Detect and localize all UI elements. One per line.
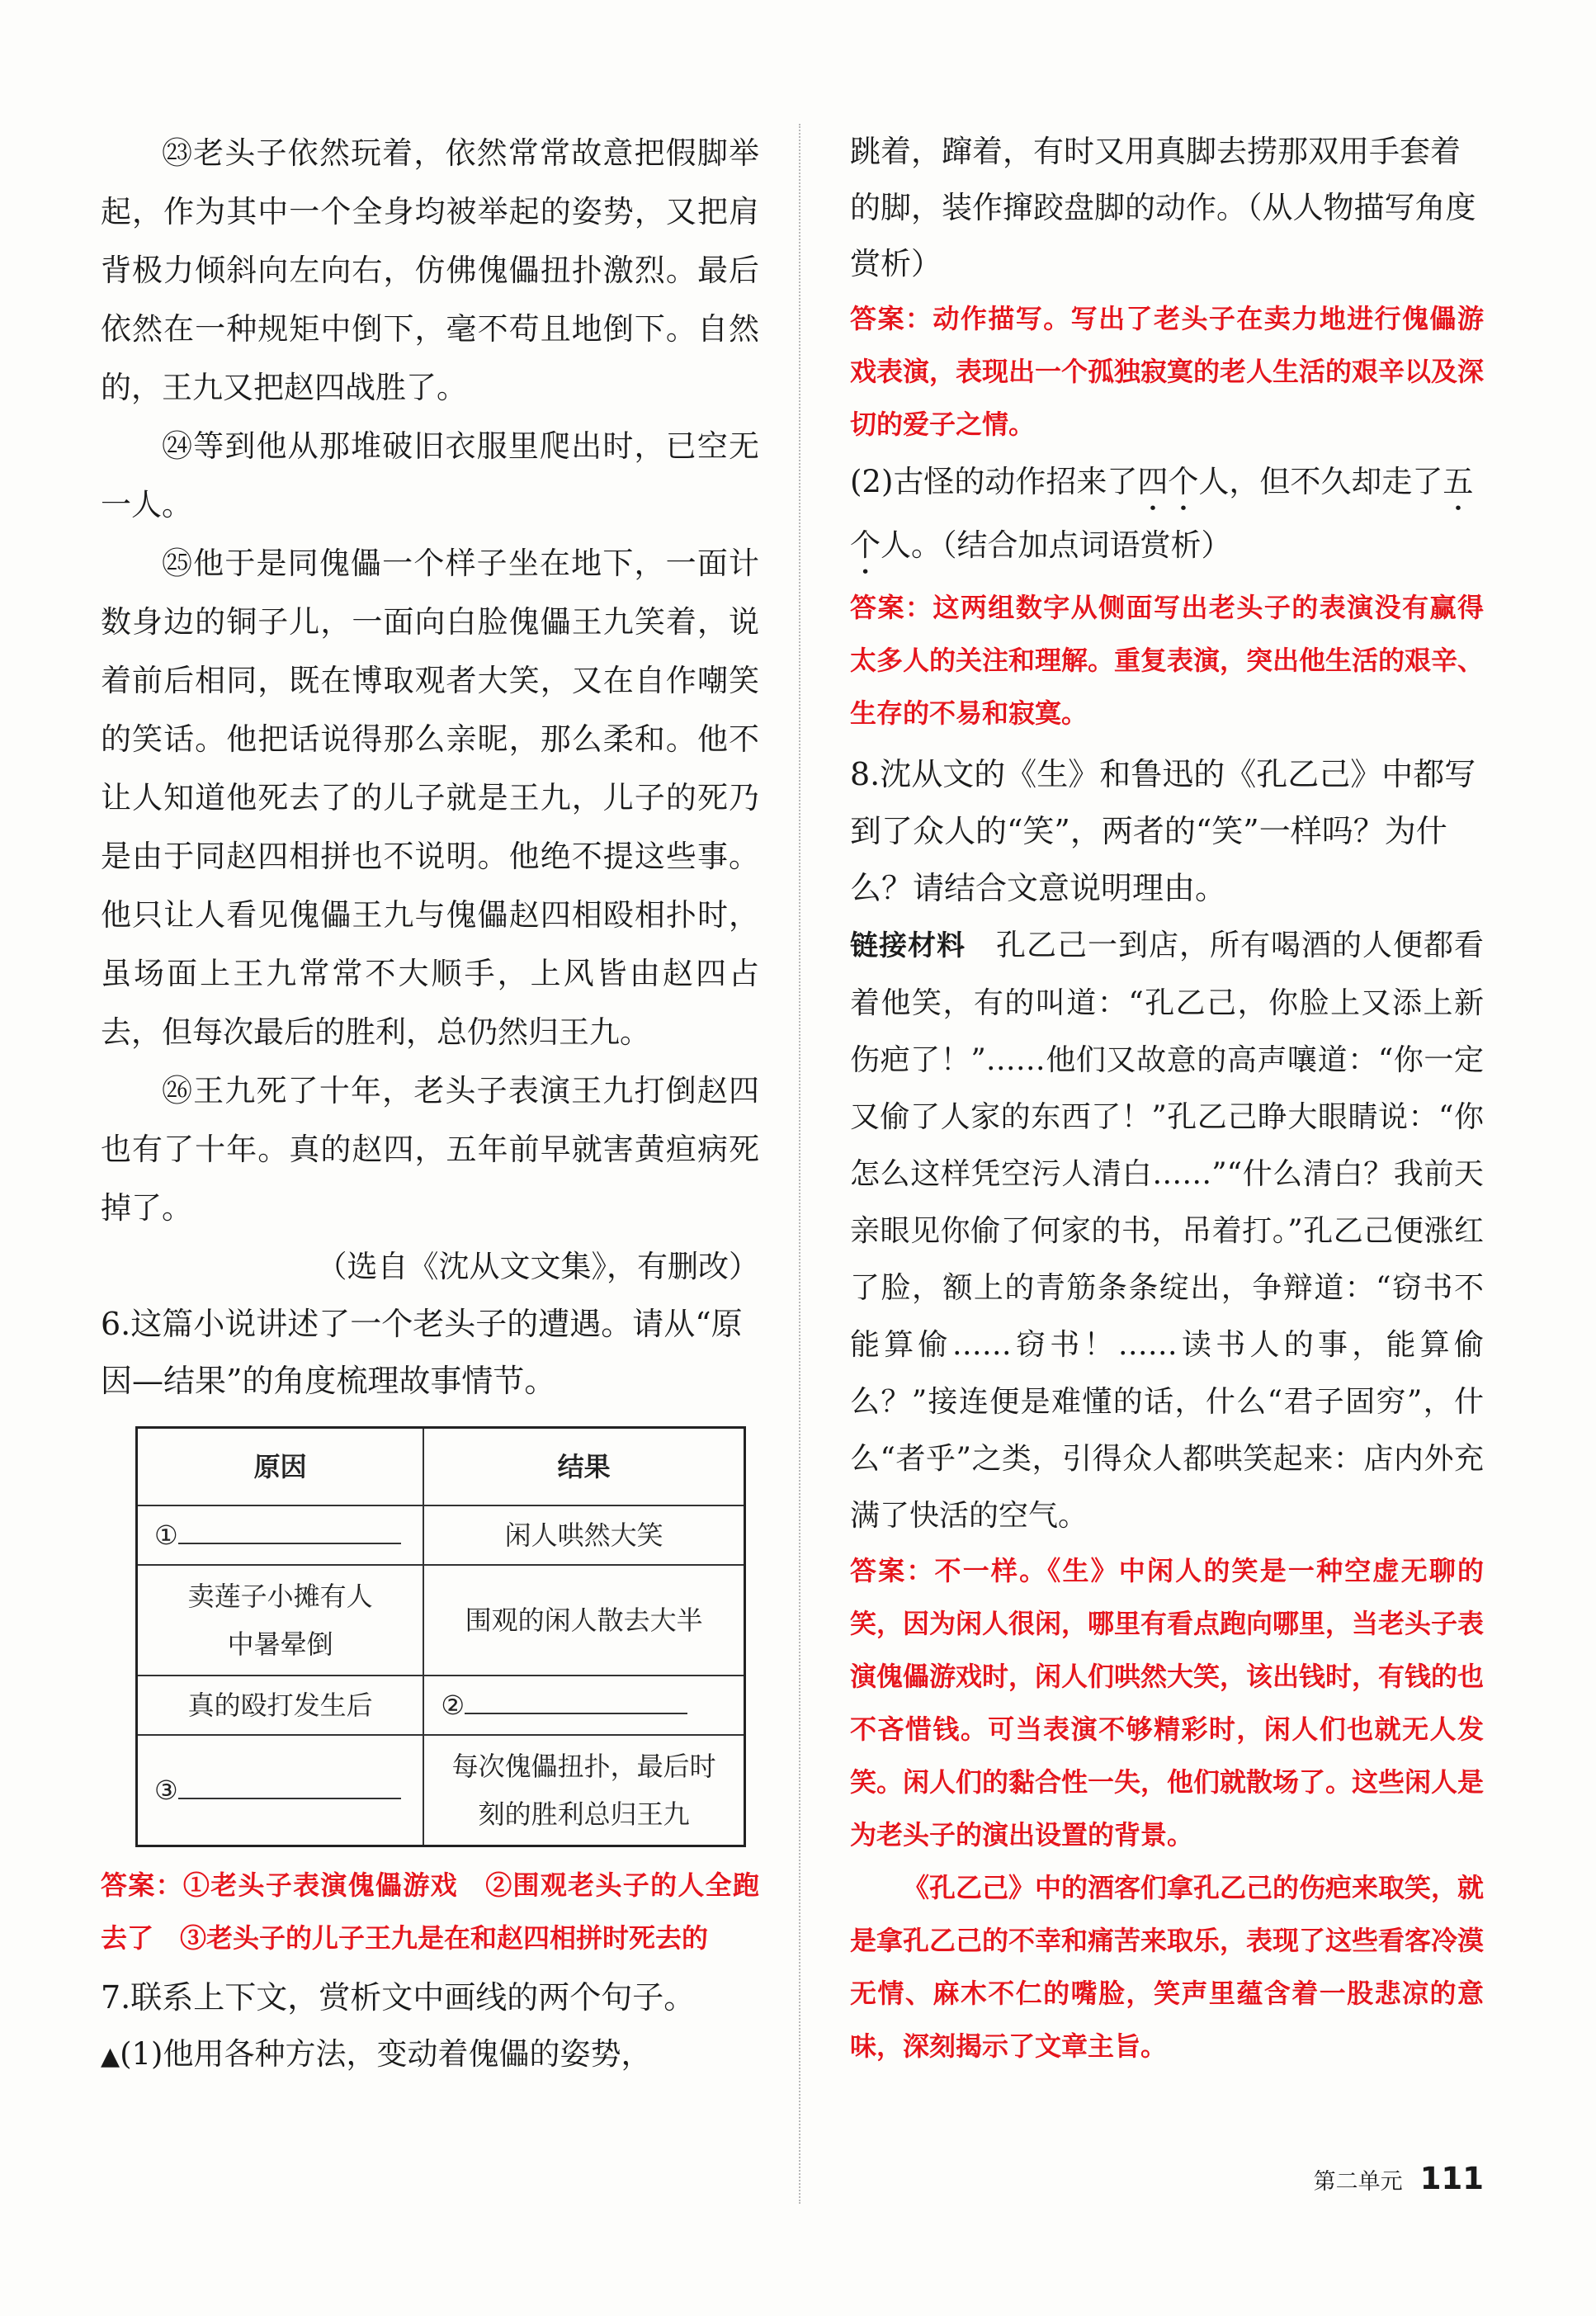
question-text: (1)他用各种方法，变动着傀儡的姿势， — [120, 2036, 652, 2072]
table-row — [137, 1676, 745, 1735]
question-text: 人。（结合加点词语赏析） — [881, 527, 1232, 563]
right-column — [850, 124, 1484, 2073]
story-paragraph-23: ㉓老头子依然玩着，依然常常故意把假脚举起，作为其中一个全身均被举起的姿势，又把肩背极力倾斜向左向右，仿佛傀儡扭扑激烈。最后依然在一种规矩中倒下，毫不苟且地倒下。自然的，王九又把赵四战胜了。 — [101, 135, 759, 405]
left-column — [101, 124, 759, 2085]
table-cell-effect — [423, 1676, 744, 1735]
page-footer — [1314, 2161, 1484, 2196]
answer-q6 — [101, 1859, 759, 1964]
cause-effect-table — [135, 1426, 746, 1847]
blank-marker: ③ — [154, 1775, 178, 1806]
material-label: 链接材料 — [850, 929, 966, 962]
question-7-part-2 — [850, 454, 1484, 581]
answer-text: 不一样。《生》中闲人的笑是一种空虚无聊的笑，因为闲人很闲，哪里有看点跑向哪里，当老头子表演傀儡游戏时，闲人们哄然大笑，该出钱时，有钱的也不吝惜钱。可当表演不够精彩时，闲人们也就无人发笑。闲人们的黏合性一失，他们就散场了。这些闲人是为老头子的演出设置的背景。 — [850, 1555, 1485, 1850]
answer-label: 答案： — [850, 1555, 935, 1586]
question-8: 8.沈从文的《生》和鲁迅的《孔乙己》中都写到了众人的“笑”，两者的“笑”一样吗？为什么？请结合文意说明理由。 — [850, 756, 1476, 906]
fill-blank-1[interactable] — [178, 1513, 401, 1544]
answer-label: 答案： — [101, 1869, 183, 1901]
table-cell-effect: 围观的闲人散去大半 — [423, 1565, 744, 1676]
table-cell-effect: 闲人哄然大笑 — [423, 1505, 744, 1565]
question-7-part-1-continued: 跳着，蹿着，有时又用真脚去捞那双用手套着的脚，装作撺跤盘脚的动作。（从人物描写角度赏析） — [850, 134, 1476, 281]
story-paragraph-24: ㉔等到他从那堆破旧衣服里爬出时，已空无一人。 — [101, 428, 759, 522]
answer-text: ①老头子表演傀儡游戏 ②围观老头子的人全跑去了 ③老头子的儿子王九是在和赵四相拼时死去的 — [101, 1869, 759, 1954]
story-paragraph-26: ㉖王九死了十年，老头子表演王九打倒赵四也有了十年。真的赵四，五年前早就害黄疸病死掉了。 — [101, 1073, 759, 1226]
table-cell-effect: 每次傀儡扭扑，最后时刻的胜利总归王九 — [423, 1735, 744, 1846]
fill-blank-2[interactable] — [465, 1683, 687, 1714]
table-cell-cause — [137, 1505, 424, 1565]
story-paragraph-25: ㉕他于是同傀儡一个样子坐在地下，一面计数身边的铜子儿，一面向白脸傀儡王九笑着，说着前后相同，既在博取观者大笑，又在自作嘲笑的笑话。他把话说得那么亲昵，那么柔和。他不让人知道他死去了的儿子就是王九，儿子的死乃是由于同赵四相拼也不说明。他绝不提这些事。他只让人看见傀儡王九与傀儡赵四相殴相扑时，虽场面上王九常常不大顺手，上风皆由赵四占去，但每次最后的胜利，总仍然归王九。 — [101, 546, 759, 1050]
unit-label: 第二单元 — [1313, 2169, 1403, 2195]
question-7: 7.联系上下文，赏析文中画线的两个句子。 — [101, 1979, 696, 2016]
triangle-icon: ▲ — [101, 2042, 120, 2071]
answer-q8-continued: 《孔乙己》中的酒客们拿孔乙己的伤疤来取笑，就是拿孔乙己的不幸和痛苦来取乐，表现了这些看客冷漠无情、麻木不仁的嘴脸，笑声里蕴含着一股悲凉的意味，深刻揭示了文章主旨。 — [850, 1872, 1485, 2062]
page-number: 111 — [1419, 2161, 1484, 2196]
answer-label: 答案： — [850, 303, 933, 334]
answer-q7-2 — [850, 581, 1484, 740]
dotted-word: 四个 — [1137, 464, 1199, 499]
question-text: (2)古怪的动作招来了 — [850, 464, 1138, 499]
table-row — [137, 1735, 745, 1846]
blank-marker: ① — [154, 1520, 178, 1551]
answer-q8 — [850, 1544, 1484, 1861]
source-citation: （选自《沈从文文集》，有删改） — [316, 1249, 759, 1284]
table-row — [137, 1505, 745, 1565]
table-cell-cause: 真的殴打发生后 — [137, 1676, 424, 1735]
answer-q7-1 — [850, 292, 1484, 451]
column-divider — [799, 124, 800, 2204]
table-cell-cause: 卖莲子小摊有人中暑晕倒 — [137, 1565, 424, 1676]
table-cell-cause — [137, 1735, 424, 1846]
linked-material — [850, 917, 1484, 1544]
answer-text: 动作描写。写出了老头子在卖力地进行傀儡游戏表演，表现出一个孤独寂寞的老人生活的艰辛以及深切的爱子之情。 — [850, 303, 1485, 440]
blank-marker: ② — [441, 1690, 465, 1721]
fill-blank-3[interactable] — [178, 1768, 401, 1799]
question-text: 人，但不久却走了 — [1198, 464, 1443, 499]
dotted-word: 五个 — [850, 464, 1474, 563]
question-6: 6.这篇小说讲述了一个老头子的遭遇。请从“原因—结果”的角度梳理故事情节。 — [101, 1306, 743, 1399]
answer-text: 这两组数字从侧面写出老头子的表演没有赢得太多人的关注和理解。重复表演，突出他生活的艰辛、生存的不易和寂寞。 — [850, 592, 1485, 729]
table-header-effect: 结果 — [423, 1428, 744, 1506]
table-header-cause: 原因 — [137, 1428, 424, 1506]
table-row — [137, 1565, 745, 1676]
question-7-part-1 — [101, 2026, 759, 2085]
answer-label: 答案： — [850, 592, 933, 623]
material-text: 孔乙己一到店，所有喝酒的人便都看着他笑，有的叫道：“孔乙己，你脸上又添上新伤疤了！”……他们又故意的高声嚷道：“你一定又偷了人家的东西了！”孔乙己睁大眼睛说：“你怎么这样凭空污人清白……”“什么清白？我前天亲眼见你偷了何家的书，吊着打。”孔乙己便涨红了脸，额上的青筋条条绽出，争辩道：“窃书不能算偷……窃书！……读书人的事，能算偷么？”接连便是难懂的话，什么“君子固穷”，什么“者乎”之类，引得众人都哄笑起来：店内外充满了快活的空气。 — [850, 929, 1484, 1533]
